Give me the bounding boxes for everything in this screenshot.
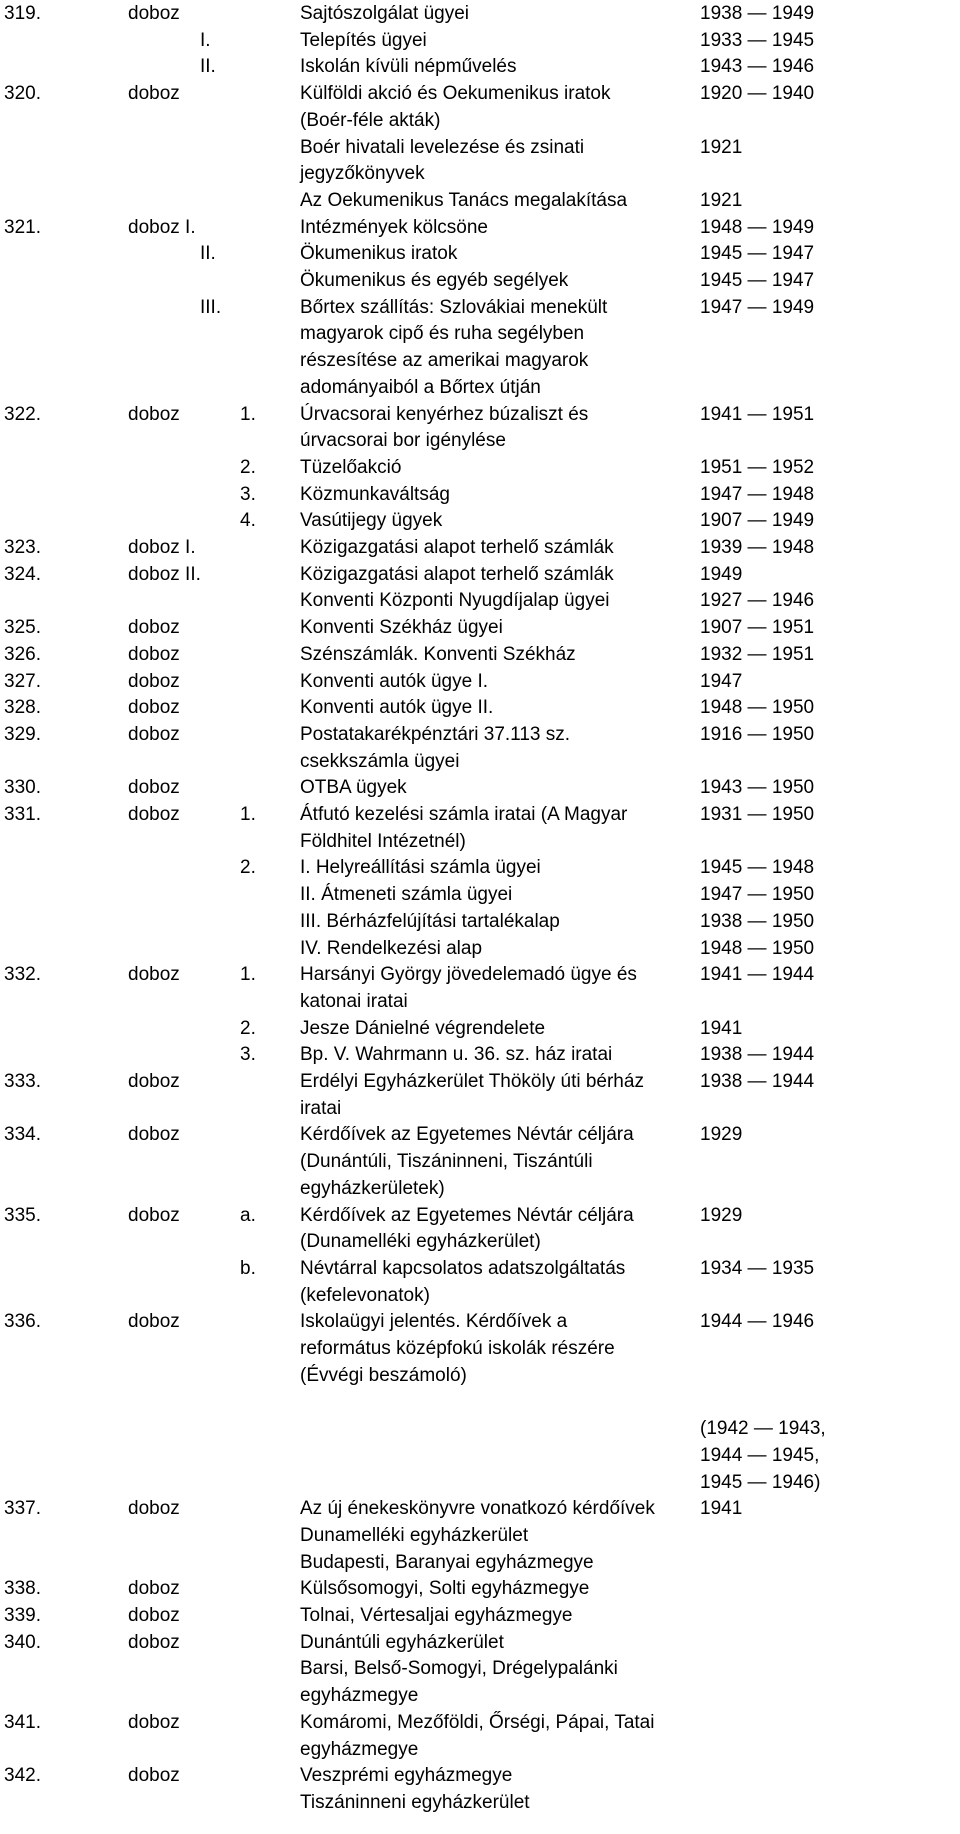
item-description: Tiszáninneni egyházkerület [300, 1791, 530, 1813]
box-number: 329. [4, 723, 41, 745]
inventory-row [0, 776, 960, 800]
box-number: 336. [4, 1311, 41, 1333]
inventory-row [0, 55, 960, 79]
inventory-row [0, 2, 960, 26]
date-range: 1941 [700, 1498, 743, 1520]
item-description: I. Helyreállítási számla ügyei [300, 857, 541, 879]
date-range: 1921 [700, 136, 743, 158]
inventory-row [0, 670, 960, 694]
inventory-row [0, 1310, 960, 1334]
item-description: Dunamelléki egyházkerület [300, 1524, 529, 1546]
inventory-row [0, 696, 960, 720]
inventory-row [0, 563, 960, 587]
box-label: doboz [128, 1578, 180, 1600]
inventory-row [0, 616, 960, 640]
date-range: 1934 — 1935 [700, 1257, 815, 1279]
inventory-row [0, 856, 960, 880]
inventory-row [0, 1738, 960, 1762]
box-label: doboz [128, 1124, 180, 1146]
inventory-row [0, 1444, 960, 1468]
date-range: 1932 — 1951 [700, 643, 815, 665]
inventory-row [0, 1711, 960, 1735]
inventory-row [0, 750, 960, 774]
date-range: 1938 — 1944 [700, 1071, 815, 1092]
date-range: 1945 — 1947 [700, 243, 815, 265]
date-range: 1938 — 1944 [700, 1044, 815, 1066]
inventory-row [0, 1631, 960, 1655]
item-description: Úrvacsorai kenyérhez búzaliszt és [300, 403, 589, 425]
item-description: Földhitel Intézetnél) [300, 830, 466, 852]
box-label: doboz [128, 1765, 180, 1787]
box-label: doboz [128, 403, 180, 425]
item-number: II. [200, 243, 216, 265]
inventory-row [0, 1337, 960, 1361]
item-description: Komáromi, Mezőföldi, Őrségi, Pápai, Tatai [300, 1711, 655, 1733]
item-description: Tolnai, Vértesaljai egyházmegye [300, 1605, 573, 1626]
item-description: (Évvégi beszámoló) [300, 1364, 467, 1386]
inventory-row [0, 1657, 960, 1681]
date-range: 1944 — 1946 [700, 1311, 815, 1333]
item-description: (Dunántúli, Tiszáninneni, Tiszántúli [300, 1151, 593, 1173]
item-description: Szénszámlák. Konventi Székház [300, 643, 576, 665]
inventory-row [0, 1097, 960, 1121]
box-label: doboz [128, 643, 180, 665]
box-number: 342. [4, 1765, 41, 1787]
inventory-row [0, 269, 960, 293]
box-label: doboz [128, 83, 180, 105]
item-description: Jesze Dánielné végrendelete [300, 1017, 546, 1039]
item-number: 3. [240, 483, 256, 505]
date-range: 1907 — 1951 [700, 617, 815, 639]
box-label: doboz [128, 1711, 180, 1733]
box-label: doboz [128, 617, 180, 639]
box-number: 327. [4, 670, 41, 692]
date-range: 1945 — 1947 [700, 270, 815, 291]
item-description: Postatakarékpénztári 37.113 sz. [300, 723, 571, 745]
box-number: 330. [4, 777, 41, 799]
item-description: Tüzelőakció [300, 456, 402, 478]
box-label: doboz [128, 777, 180, 799]
item-description: Erdélyi Egyházkerület Thököly úti bérház [300, 1071, 644, 1092]
item-description: Konventi autók ügye II. [300, 697, 494, 719]
inventory-row [0, 1497, 960, 1521]
item-description: csekkszámla ügyei [300, 750, 460, 772]
item-number: II. [200, 56, 216, 78]
item-description: IV. Rendelkezési alap [300, 937, 483, 959]
date-range: 1947 — 1948 [700, 483, 815, 505]
inventory-row [0, 963, 960, 987]
box-label: doboz [128, 964, 180, 986]
item-description: Az Oekumenikus Tanács megalakítása [300, 189, 628, 211]
box-label: doboz [128, 1071, 180, 1092]
item-description: Átfutó kezelési számla iratai (A Magyar [300, 804, 628, 825]
date-range: 1921 [700, 189, 743, 211]
item-description: Kérdőívek az Egyetemes Névtár céljára [300, 1204, 634, 1226]
inventory-row [0, 1017, 960, 1041]
inventory-row [0, 296, 960, 320]
box-number: 339. [4, 1605, 41, 1626]
item-description: III. Bérházfelújítási tartalékalap [300, 910, 560, 932]
item-number: 2. [240, 857, 256, 879]
box-number: 333. [4, 1071, 41, 1092]
date-range: (1942 — 1943, [700, 1418, 826, 1440]
box-number: 332. [4, 964, 41, 986]
item-description: Konventi Központi Nyugdíjalap ügyei [300, 590, 610, 612]
item-description: Telepítés ügyei [300, 29, 427, 51]
date-range: 1907 — 1949 [700, 510, 815, 532]
box-number: 341. [4, 1711, 41, 1733]
date-range: 1927 — 1946 [700, 590, 815, 612]
item-description: egyházkerületek) [300, 1177, 445, 1199]
inventory-row [0, 643, 960, 667]
inventory-row [0, 429, 960, 453]
box-number: 325. [4, 617, 41, 639]
box-number: 319. [4, 3, 41, 24]
inventory-row [0, 1471, 960, 1495]
box-number: 338. [4, 1578, 41, 1600]
item-number: I. [200, 29, 211, 51]
item-number: 1. [240, 804, 256, 825]
item-description: katonai iratai [300, 990, 408, 1012]
inventory-row [0, 1230, 960, 1254]
inventory-row [0, 723, 960, 747]
inventory-row [0, 216, 960, 240]
box-number: 335. [4, 1204, 41, 1226]
item-number: 1. [240, 964, 256, 986]
box-label: doboz [128, 670, 180, 692]
item-description: magyarok cipő és ruha segélyben [300, 323, 585, 345]
date-range: 1941 [700, 1017, 743, 1039]
item-description: Bp. V. Wahrmann u. 36. sz. ház iratai [300, 1044, 613, 1066]
inventory-row [0, 376, 960, 400]
item-description: (Boér-féle akták) [300, 109, 441, 131]
inventory-row [0, 349, 960, 373]
item-number: 2. [240, 456, 256, 478]
item-description: Sajtószolgálat ügyei [300, 3, 469, 24]
item-description: Ökumenikus iratok [300, 243, 458, 265]
item-description: Intézmények kölcsöne [300, 216, 488, 238]
box-number: 328. [4, 697, 41, 719]
item-description: egyházmegye [300, 1738, 419, 1760]
date-range: 1941 — 1951 [700, 403, 815, 425]
inventory-row [0, 1524, 960, 1548]
date-range: 1916 — 1950 [700, 723, 815, 745]
inventory-row [0, 883, 960, 907]
date-range: 1945 — 1946) [700, 1471, 821, 1493]
item-description: Közigazgatási alapot terhelő számlák [300, 537, 614, 558]
item-number: 2. [240, 1017, 256, 1039]
date-range: 1947 — 1949 [700, 296, 815, 318]
box-label: doboz [128, 697, 180, 719]
inventory-row [0, 937, 960, 961]
inventory-row [0, 1177, 960, 1201]
item-description: Harsányi György jövedelemadó ügye és [300, 964, 637, 986]
item-description: Veszprémi egyházmegye [300, 1765, 513, 1787]
item-number: 1. [240, 403, 256, 425]
box-number: 324. [4, 563, 41, 585]
inventory-row [0, 1043, 960, 1067]
item-description: Közmunkaváltság [300, 483, 450, 505]
item-description: Ökumenikus és egyéb segélyek [300, 270, 569, 291]
item-description: (kefelevonatok) [300, 1284, 430, 1306]
item-description: Az új énekeskönyvre vonatkozó kérdőívek [300, 1498, 655, 1520]
inventory-row [0, 1204, 960, 1228]
item-description: Kérdőívek az Egyetemes Névtár céljára [300, 1124, 634, 1146]
box-label: doboz [128, 1631, 180, 1653]
item-description: Boér hivatali levelezése és zsinati [300, 136, 585, 158]
inventory-row [0, 1123, 960, 1147]
box-label: doboz [128, 3, 180, 24]
box-number: 323. [4, 537, 41, 558]
date-range: 1929 [700, 1124, 743, 1146]
item-description: Névtárral kapcsolatos adatszolgáltatás [300, 1257, 626, 1279]
inventory-row [0, 990, 960, 1014]
item-description: iratai [300, 1097, 342, 1119]
item-number: a. [240, 1204, 256, 1226]
box-number: 322. [4, 403, 41, 425]
inventory-row [0, 162, 960, 186]
inventory-row [0, 189, 960, 213]
inventory-row [0, 803, 960, 827]
box-number: 326. [4, 643, 41, 665]
item-description: Bőrtex szállítás: Szlovákiai menekült [300, 296, 608, 318]
box-label: doboz [128, 1498, 180, 1520]
date-range: 1944 — 1945, [700, 1444, 820, 1466]
item-description: adományaiból a Bőrtex útján [300, 376, 541, 398]
item-description: II. Átmeneti számla ügyei [300, 884, 513, 906]
date-range: 1943 — 1946 [700, 56, 815, 78]
item-description: jegyzőkönyvek [300, 163, 425, 185]
item-description: Konventi autók ügye I. [300, 670, 489, 692]
box-number: 320. [4, 83, 41, 105]
inventory-row [0, 109, 960, 133]
date-range: 1933 — 1945 [700, 29, 815, 51]
item-description: egyházmegye [300, 1685, 419, 1707]
date-range: 1947 [700, 670, 743, 692]
item-description: Barsi, Belső-Somogyi, Drégelypalánki [300, 1658, 618, 1680]
inventory-row [0, 403, 960, 427]
date-range: 1931 — 1950 [700, 804, 815, 825]
item-description: részesítése az amerikai magyarok [300, 350, 589, 372]
inventory-row [0, 483, 960, 507]
inventory-row [0, 1390, 960, 1414]
date-range: 1951 — 1952 [700, 456, 815, 478]
box-label: doboz [128, 1204, 180, 1226]
item-number: 3. [240, 1044, 256, 1066]
item-number: b. [240, 1257, 256, 1279]
date-range: 1938 — 1950 [700, 910, 815, 932]
inventory-row [0, 536, 960, 560]
inventory-row [0, 1604, 960, 1628]
inventory-row [0, 29, 960, 53]
item-description: Vasútijegy ügyek [300, 510, 443, 532]
box-label: doboz [128, 723, 180, 745]
item-description: Konventi Székház ügyei [300, 617, 503, 639]
item-description: Dunántúli egyházkerület [300, 1631, 504, 1653]
item-description: Közigazgatási alapot terhelő számlák [300, 563, 614, 585]
inventory-row [0, 910, 960, 934]
item-description: úrvacsorai bor igénylése [300, 430, 506, 452]
box-label: doboz II. [128, 563, 201, 585]
inventory-row [0, 1764, 960, 1788]
inventory-row [0, 830, 960, 854]
date-range: 1920 — 1940 [700, 83, 815, 105]
inventory-row [0, 456, 960, 480]
inventory-row [0, 1070, 960, 1094]
item-description: Iskolán kívüli népművelés [300, 56, 517, 78]
inventory-row [0, 322, 960, 346]
box-label: doboz [128, 1605, 180, 1626]
item-description: OTBA ügyek [300, 777, 407, 799]
date-range: 1943 — 1950 [700, 777, 815, 799]
inventory-row [0, 1684, 960, 1708]
date-range: 1948 — 1949 [700, 216, 815, 238]
box-label: doboz [128, 1311, 180, 1333]
date-range: 1947 — 1950 [700, 884, 815, 906]
date-range: 1948 — 1950 [700, 937, 815, 959]
inventory-row [0, 1257, 960, 1281]
box-number: 334. [4, 1124, 41, 1146]
inventory-row [0, 1150, 960, 1174]
item-number: III. [200, 296, 222, 318]
inventory-row [0, 242, 960, 266]
inventory-row [0, 136, 960, 160]
box-number: 331. [4, 804, 41, 825]
inventory-row [0, 1577, 960, 1601]
inventory-row [0, 509, 960, 533]
item-description: (Dunamelléki egyházkerület) [300, 1231, 541, 1253]
date-range: 1941 — 1944 [700, 964, 815, 986]
item-description: Külföldi akció és Oekumenikus iratok [300, 83, 611, 105]
item-description: Budapesti, Baranyai egyházmegye [300, 1551, 594, 1573]
date-range: 1939 — 1948 [700, 537, 815, 558]
box-label: doboz [128, 804, 180, 825]
item-number: 4. [240, 510, 256, 532]
date-range: 1945 — 1948 [700, 857, 815, 879]
inventory-row [0, 1551, 960, 1575]
inventory-row [0, 82, 960, 106]
box-number: 337. [4, 1498, 41, 1520]
item-description: Külsősomogyi, Solti egyházmegye [300, 1578, 590, 1600]
date-range: 1948 — 1950 [700, 697, 815, 719]
item-description: Iskolaügyi jelentés. Kérdőívek a [300, 1311, 568, 1333]
inventory-row [0, 1417, 960, 1441]
date-range: 1938 — 1949 [700, 3, 815, 24]
box-number: 321. [4, 216, 41, 238]
inventory-row [0, 1284, 960, 1308]
inventory-row [0, 589, 960, 613]
inventory-row [0, 1791, 960, 1815]
date-range: 1929 [700, 1204, 743, 1226]
date-range: 1949 [700, 563, 743, 585]
item-description: református középfokú iskolák részére [300, 1338, 615, 1359]
box-label: doboz I. [128, 537, 196, 558]
box-number: 340. [4, 1631, 41, 1653]
inventory-row [0, 1364, 960, 1388]
box-label: doboz I. [128, 216, 196, 238]
